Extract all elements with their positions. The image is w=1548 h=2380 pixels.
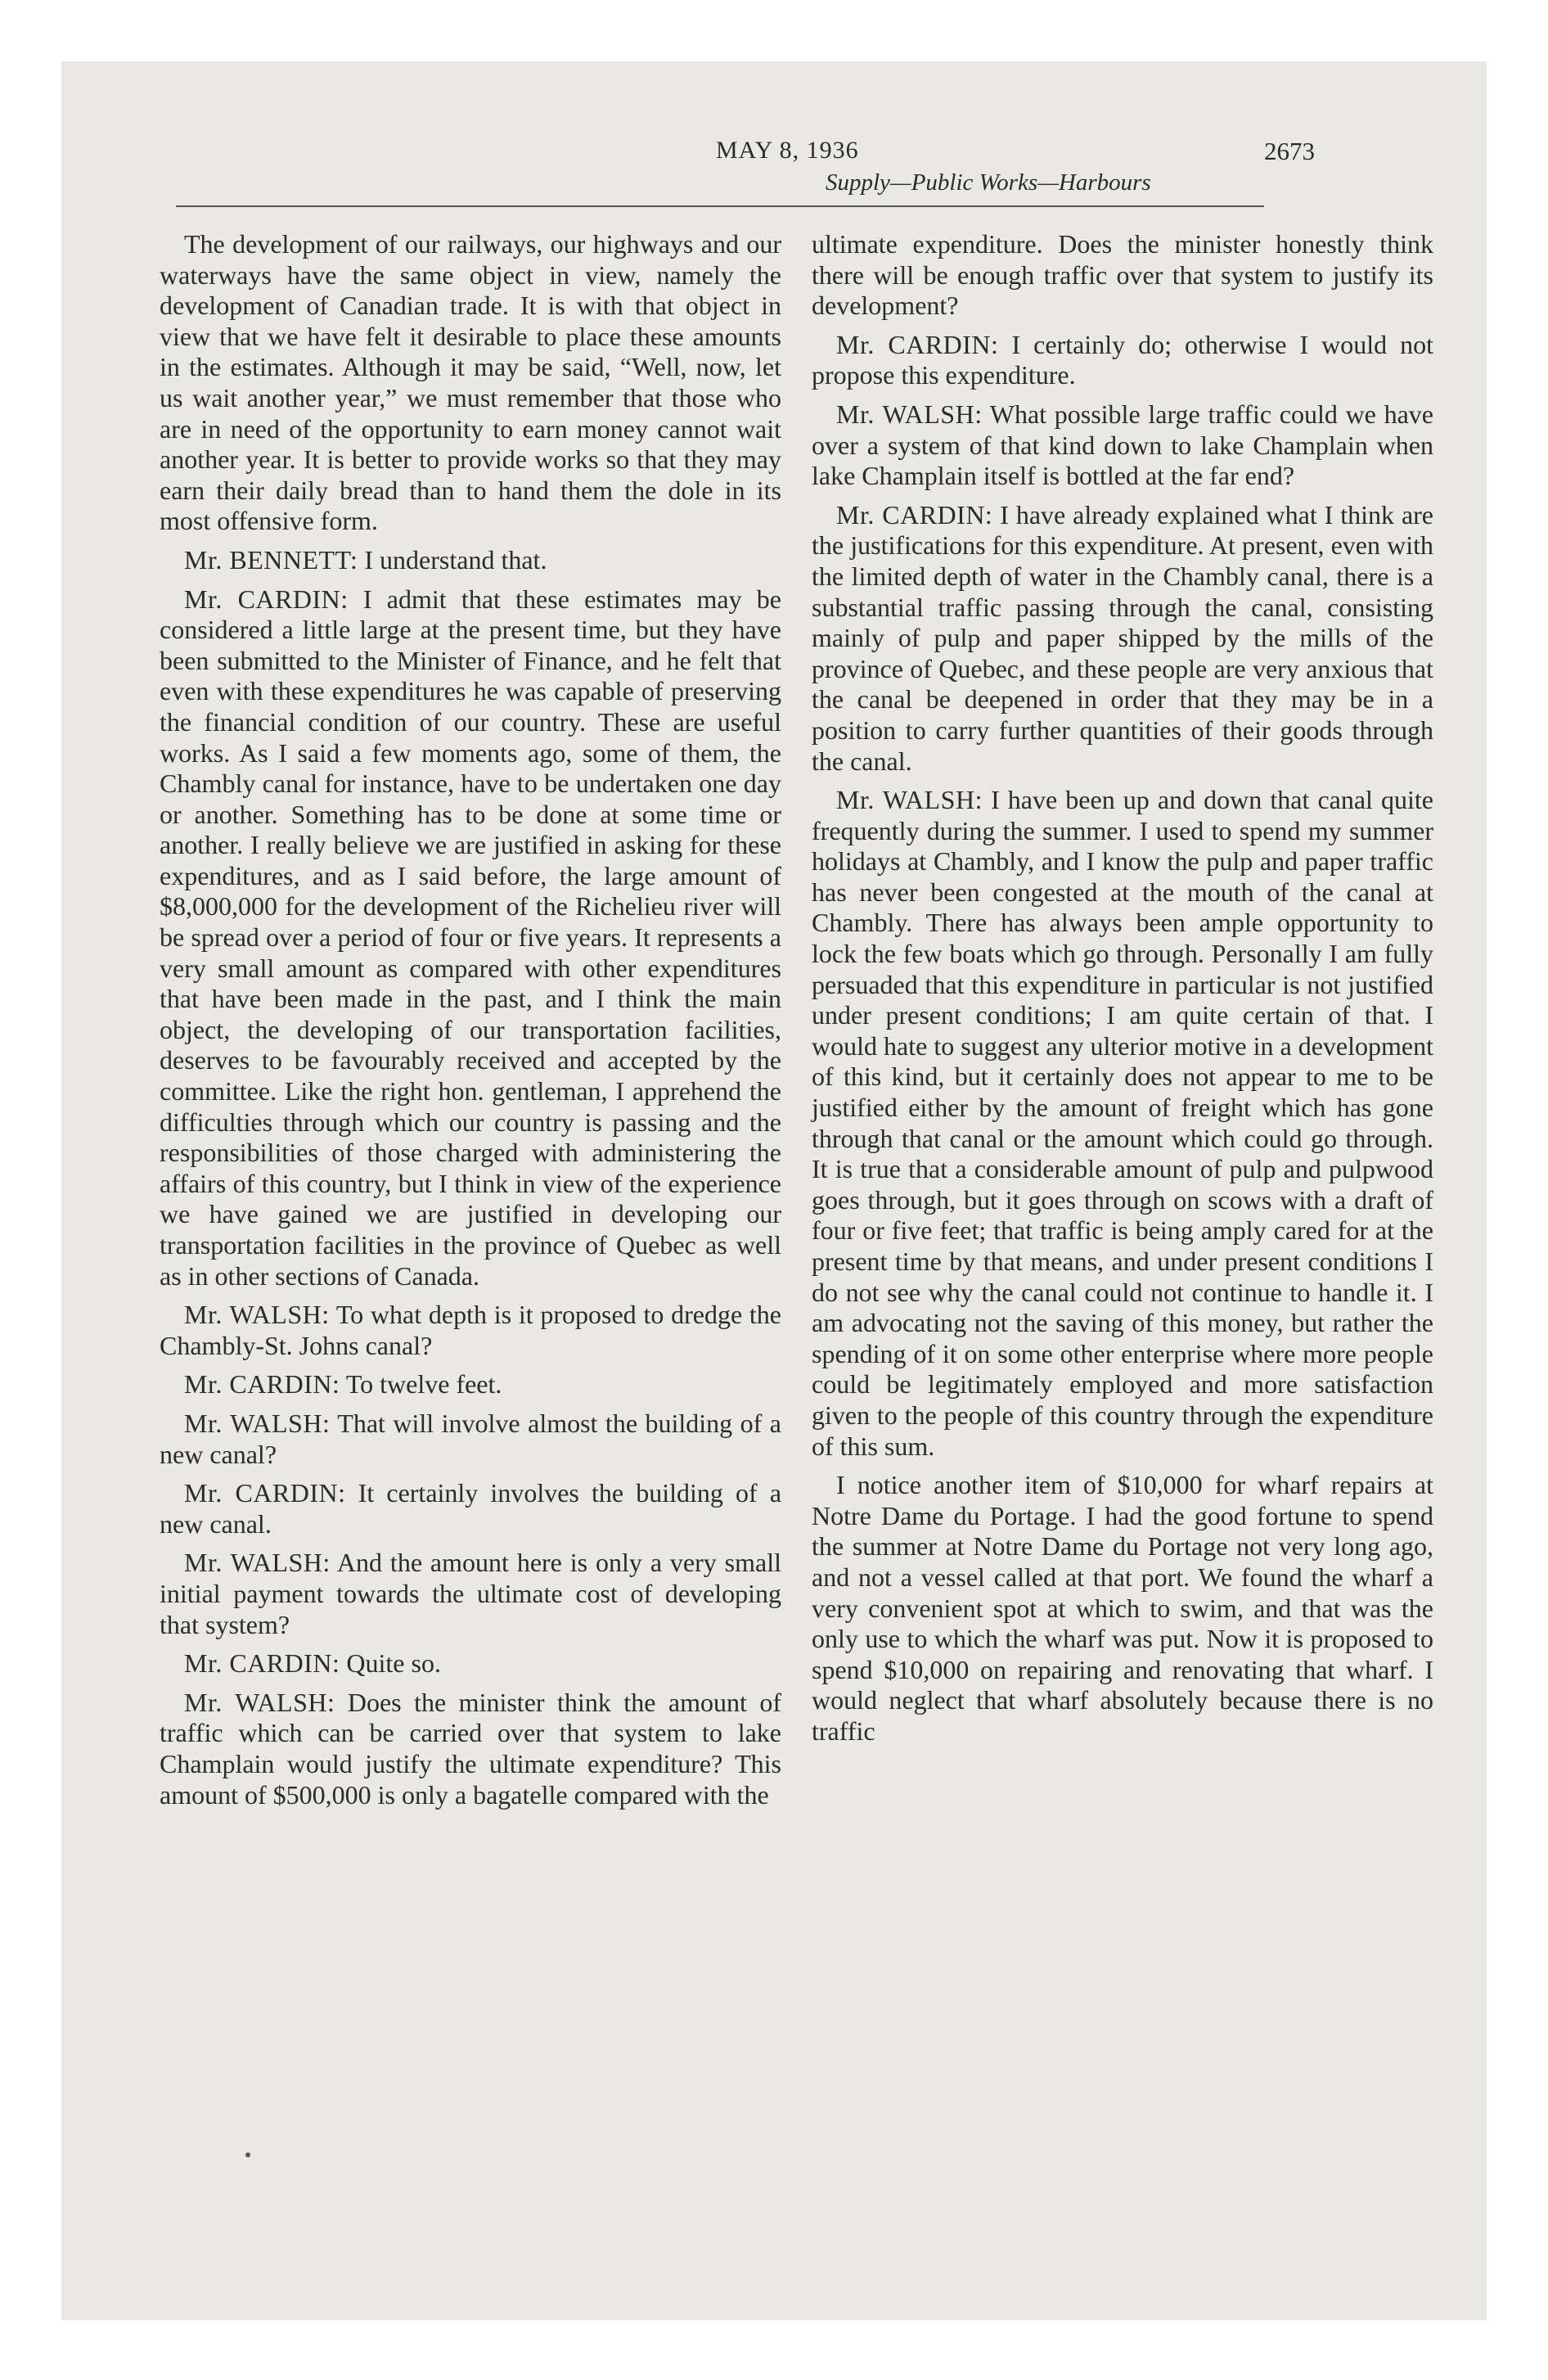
paragraph-text: What possible large traffic could we have over a system of that kind down to lake Champlain when lake Champlain itself is bottled at the far end? xyxy=(812,399,1433,491)
paragraph-text: To twelve feet. xyxy=(345,1369,502,1400)
paragraph xyxy=(812,785,1433,1462)
page-number: 2673 xyxy=(1264,137,1315,165)
paragraph-text: I certainly do; otherwise I would not propose this expenditure. xyxy=(812,329,1434,390)
speaker-name: Mr. WALSH: xyxy=(184,1300,330,1330)
paragraph xyxy=(812,1470,1433,1747)
speaker-name: Mr. CARDIN: xyxy=(836,499,993,530)
speaker-name: Mr. CARDIN: xyxy=(184,1648,340,1679)
paragraph xyxy=(160,1300,781,1361)
paragraph-text: The development of our railways, our highways and our waterways have the same object in view, namely the development of Canadian trade. It is with that object in view that we have felt it desirable to place these amounts in the estimates. Although it may be said, “Well, now, let us wait another year,” we must remember that those who are in need of the opportunity to earn money cannot wait another year. It is better to provide works so that they may earn their daily bread than to hand them the dole in its most offensive form. xyxy=(160,229,781,536)
speaker-name: Mr. WALSH: xyxy=(184,1687,335,1717)
paragraph-text: I have been up and down that canal quite frequently during the summer. I used to spend my summer holidays at Chambly, and I know the pulp and paper traffic has never been congested at the mouth of the canal at Chambly. There has always been ample opportunity to lock the few boats which go through. Personally I am fully persuaded that this expenditure in particular is not justified under present conditions; I am quite certain of that. I would hate to suggest any ulterior motive in a development of this kind, but it certainly does not appear to me to be justified either by the amount of freight which has gone through that canal or the amount which could go through. It is true that a considerable amount of pulp and pulpwood goes through, but it goes through on scows with a draft of four or five feet; that traffic is being amply cared for at the present time by that means, and under present conditions I do not see why the canal could not continue to handle it. I am advocating not the saving of this money, but rather the spending of it on some other enterprise where more people could be legitimately employed and more satisfaction given to the people of this country through the expenditure of this sum. xyxy=(812,785,1434,1461)
paragraph xyxy=(160,584,781,1292)
paragraph xyxy=(812,330,1433,391)
paragraph-text: It certainly involves the building of a new canal. xyxy=(160,1478,782,1539)
paragraph xyxy=(812,500,1433,777)
right-column xyxy=(812,229,1433,1756)
header-rule xyxy=(176,205,1264,207)
paragraph xyxy=(160,1478,781,1539)
speaker-name: Mr. WALSH: xyxy=(184,1408,331,1438)
paragraph-text: And the amount here is only a very small initial payment towards the ultimate cost of developing that system? xyxy=(160,1548,782,1639)
section-title: Supply—Public Works—Harbours xyxy=(826,169,1151,196)
speaker-name: Mr. CARDIN: xyxy=(836,329,999,359)
paragraph-text: I understand that. xyxy=(364,544,547,575)
page-header xyxy=(61,137,1487,235)
paragraph-text: I have already explained what I think are the justifications for this expenditure. At present, even with the limited depth of water in the Chambly canal, there is a substantial traffic passing through the canal, consisting mainly of pulp and paper shipped by the mills of the province of Quebec, and these people are very anxious that the canal be deepened in order that they may be in a position to carry further quantities of their goods through the canal. xyxy=(812,499,1434,776)
paragraph xyxy=(160,545,781,576)
speaker-name: Mr. CARDIN: xyxy=(184,1478,346,1508)
scanned-page xyxy=(61,61,1487,2320)
paragraph-text: That will involve almost the building of a new canal? xyxy=(160,1408,782,1469)
paragraph-text: I admit that these estimates may be considered a little large at the present time, but they have been submitted to the Minister of Finance, and he felt that even with these expenditures he was capable of preserving the financial condition of our country. These are useful works. As I said a few moments ago, some of them, the Chambly canal for instance, have to be undertaken one day or another. Something has to be done at some time or another. I really believe we are justified in asking for these expenditures, and as I said before, the large amount of $8,000,000 for the development of the Richelieu river will be spread over a period of four or five years. It represents a very small amount as compared with other expenditures that have been made in the past, and I think the main object, the developing of our transportation facilities, deserves to be favourably received and accepted by the committee. Like the right hon. gentleman, I apprehend the difficulties through which our country is passing and the responsibilities of those charged with administering the affairs of this country, but I think in view of the experience we have gained we are justified in developing our transportation facilities in the province of Quebec as well as in other sections of Canada. xyxy=(160,584,782,1291)
paragraph xyxy=(812,399,1433,492)
paragraph xyxy=(160,1369,781,1400)
paragraph-text: Does the minister think the amount of traffic which can be carried over that system to lake Champlain would justify the ultimate expenditure? This amount of $500,000 is only a bagatelle compared with the xyxy=(160,1687,781,1810)
paragraph xyxy=(160,1648,781,1679)
paragraph xyxy=(160,229,781,537)
speaker-name: Mr. WALSH: xyxy=(184,1548,331,1578)
speaker-name: Mr. CARDIN: xyxy=(184,1369,340,1400)
speaker-name: Mr. WALSH: xyxy=(836,785,983,815)
speaker-name: Mr. BENNETT: xyxy=(184,544,358,575)
paragraph-text: To what depth is it proposed to dredge the Chambly-St. Johns canal? xyxy=(160,1300,782,1360)
ink-speck xyxy=(245,2152,250,2157)
speaker-name: Mr. WALSH: xyxy=(836,399,983,429)
paragraph xyxy=(160,1409,781,1470)
paragraph xyxy=(160,1688,781,1810)
paragraph-text: I notice another item of $10,000 for wharf repairs at Notre Dame du Portage. I had the good fortune to spend the summer at Notre Dame du Portage not very long ago, and not a vessel called at that port. We found the wharf a very convenient spot at which to swim, and that was the only use to which the wharf was put. Now it is proposed to spend $10,000 on repairing and renovating that wharf. I would neglect that wharf absolutely because there is no traffic xyxy=(812,1470,1433,1746)
paragraph-text: Quite so. xyxy=(346,1648,441,1679)
paragraph xyxy=(812,229,1433,322)
speaker-name: Mr. CARDIN: xyxy=(184,584,349,614)
paragraph-text: ultimate expenditure. Does the minister honestly think there will be enough traffic over that system to justify its development? xyxy=(812,229,1433,321)
header-date: MAY 8, 1936 xyxy=(716,137,859,164)
left-column xyxy=(160,229,781,1819)
paragraph xyxy=(160,1548,781,1640)
